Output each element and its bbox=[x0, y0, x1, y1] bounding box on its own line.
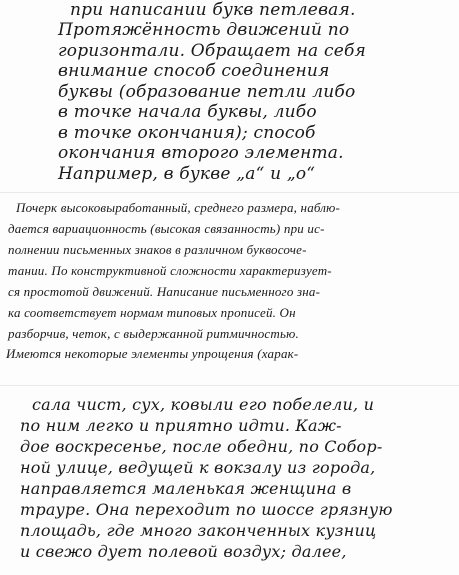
sample-3-line: сала чист, сух, ковыли его побелели, и bbox=[32, 395, 375, 414]
handwriting-sample-2 bbox=[0, 200, 459, 380]
sample-1-line: при написании букв петлевая. bbox=[70, 0, 356, 20]
sample-2-line: тании. По конструктивной сложности характеризует- bbox=[8, 263, 332, 278]
handwriting-sample-3 bbox=[0, 395, 459, 575]
sample-3-line: и свежо дует полевой воздух; далее, bbox=[20, 542, 347, 561]
sample-2-line: Имеются некоторые элементы упрощения (харак- bbox=[6, 346, 299, 361]
handwriting-sample-1 bbox=[0, 0, 459, 190]
sample-3-line: направляется маленькая женщина в bbox=[20, 479, 352, 498]
sample-3-line: трауре. Она переходит по шоссе грязную bbox=[20, 500, 393, 519]
sample-1-line: в точке начала буквы, либо bbox=[58, 102, 317, 122]
sample-2-line: дается вариационность (высокая связанность) при ис- bbox=[8, 221, 325, 236]
section-divider bbox=[0, 192, 459, 193]
sample-2-line: Почерк высоковыработанный, среднего размера, наблю- bbox=[16, 200, 341, 215]
sample-2-line: ся простотой движений. Написание письменного зна- bbox=[8, 284, 321, 299]
section-divider bbox=[0, 385, 459, 386]
sample-1-line: в точке окончания); способ bbox=[58, 123, 316, 143]
sample-2-line: полнении письменных знаков в различном буквосоче- bbox=[8, 242, 307, 257]
sample-1-line: Протяжённость движений по bbox=[58, 20, 350, 40]
sample-2-line: ка соответствует нормам типовых прописей. Он bbox=[8, 305, 296, 320]
sample-3-line: по ним легко и приятно идти. Каж- bbox=[20, 416, 342, 435]
sample-2-line: разборчив, четок, с выдержанной ритмичностью. bbox=[8, 326, 299, 341]
sample-1-line: буквы (образование петли либо bbox=[58, 82, 356, 102]
sample-1-line: внимание способ соединения bbox=[58, 61, 330, 81]
sample-3-line: ной улице, ведущей к вокзалу из города, bbox=[20, 458, 376, 477]
sample-1-line: окончания второго элемента. bbox=[58, 143, 344, 163]
sample-1-line: горизонтали. Обращает на себя bbox=[58, 41, 367, 61]
sample-3-line: площадь, где много законченных кузниц bbox=[20, 521, 377, 540]
sample-3-line: дое воскресенье, после обедни, по Собор- bbox=[20, 437, 383, 456]
sample-1-line: Например, в букве „а“ и „о“ bbox=[58, 164, 316, 184]
